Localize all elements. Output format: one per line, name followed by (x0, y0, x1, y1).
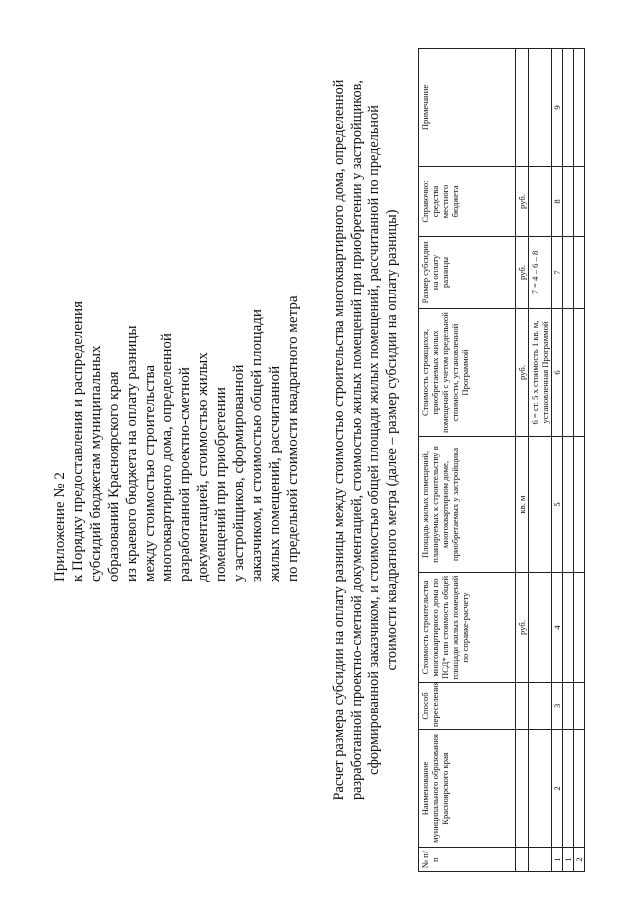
header-cell: Наименование муниципального образования Красноярского края (419, 730, 516, 848)
column-number: 4 (552, 573, 563, 683)
header-cell: Стоимость строящихся, приобретаемых жилых помещений с учетом предельной стоимости, установленной Программой (419, 309, 516, 437)
table-cell (563, 573, 574, 683)
calculation-table (418, 48, 585, 872)
formula-cell (529, 730, 552, 848)
header-cell: Справочно: средства местного бюджета (419, 167, 516, 237)
appendix-line: у застройщиков, сформированной (231, 364, 248, 582)
document-title (331, 15, 401, 865)
table-row (563, 49, 574, 872)
column-number-row (552, 49, 563, 872)
appendix-line: документацией, стоимостью жилых (195, 352, 212, 582)
formula-cell: 7 = 4 – 6 – 8 (529, 237, 552, 309)
table-cell (563, 49, 574, 167)
header-cell: Примечание (419, 49, 516, 167)
appendix-line: помещений при приобретении (213, 387, 230, 582)
column-number: 5 (552, 437, 563, 573)
column-number: 2 (552, 730, 563, 848)
formula-cell (529, 848, 552, 872)
table-row (574, 49, 585, 872)
title-line: разработанной проектно-сметной документацией, стоимостью жилых помещений при приобретении у застройщиков, (348, 80, 365, 800)
header-cell: № п/п (419, 848, 516, 872)
column-number: 6 (552, 309, 563, 437)
appendix-line: заказчиком, и стоимостью общей площади (248, 309, 265, 582)
header-cell: Способ переселения (419, 683, 516, 730)
table-cell (574, 437, 585, 573)
appendix-line: между стоимостью строительства (141, 364, 158, 582)
appendix-block (52, 0, 303, 582)
formula-cell (529, 49, 552, 167)
table-cell (563, 683, 574, 730)
units-row (516, 49, 529, 872)
column-number: 3 (552, 683, 563, 730)
appendix-line: субсидий бюджетам муниципальных (87, 345, 104, 582)
appendix-line: по предельной стоимости квадратного метра (284, 295, 301, 582)
header-cell: Стоимость строительства многоквартирного дома по ПСД* или стоимость общей площади жилых помещений по справке-расчету (419, 573, 516, 683)
appendix-line: к Порядку предоставления и распределения (69, 301, 86, 582)
title-line: Расчет размера субсидии на оплату разницы между стоимостью строительства многоквартирного дома, определенной (331, 79, 347, 801)
table-cell (563, 309, 574, 437)
formula-cell (529, 167, 552, 237)
table-cell (563, 167, 574, 237)
appendix-line: многоквартирного дома, определенной (159, 333, 176, 582)
column-number: 8 (552, 167, 563, 237)
title-line: сформированной заказчиком, и стоимостью общей площади жилых помещений, рассчитанной по предельной (366, 105, 383, 775)
unit-cell (516, 683, 529, 730)
table-cell (563, 437, 574, 573)
unit-cell: кв. м (516, 437, 529, 573)
unit-cell (516, 49, 529, 167)
table-cell (563, 237, 574, 309)
table-cell (574, 730, 585, 848)
formula-cell (529, 683, 552, 730)
column-number: 9 (552, 49, 563, 167)
unit-cell: руб. (516, 573, 529, 683)
formula-cell (529, 573, 552, 683)
header-cell: Размер субсидии на оплату разницы (419, 237, 516, 309)
title-line: стоимости квадратного метра (далее – размер субсидии на оплату разницы) (383, 209, 400, 671)
formula-row (529, 49, 552, 872)
appendix-line: из краевого бюджета на оплату разницы (123, 325, 140, 582)
table-cell (574, 683, 585, 730)
formula-cell (529, 437, 552, 573)
appendix-line: Приложение № 2 (52, 472, 68, 582)
appendix-line: жилых помещений, рассчитанной (266, 365, 283, 582)
unit-cell: руб. (516, 309, 529, 437)
table-cell (574, 309, 585, 437)
row-number: 2 (574, 848, 585, 872)
unit-cell: руб. (516, 167, 529, 237)
table-cell (563, 730, 574, 848)
header-row (419, 49, 516, 872)
unit-cell (516, 730, 529, 848)
unit-cell: руб. (516, 237, 529, 309)
unit-cell (516, 848, 529, 872)
table-cell (574, 573, 585, 683)
table-cell (574, 167, 585, 237)
header-cell: Площадь жилых помещений, планируемых к строительству в многоквартирном доме, приобретаемых у застройщика (419, 437, 516, 573)
column-number: 1 (552, 848, 563, 872)
column-number: 7 (552, 237, 563, 309)
appendix-line: образований Красноярского края (105, 371, 122, 582)
row-number: 1 (563, 848, 574, 872)
appendix-line: разработанной проектно-сметной (177, 367, 194, 582)
formula-cell: 6 = ст. 5 x стоимость 1 кв. м, установленная Программой (529, 309, 552, 437)
table-cell (574, 237, 585, 309)
table-cell (574, 49, 585, 167)
